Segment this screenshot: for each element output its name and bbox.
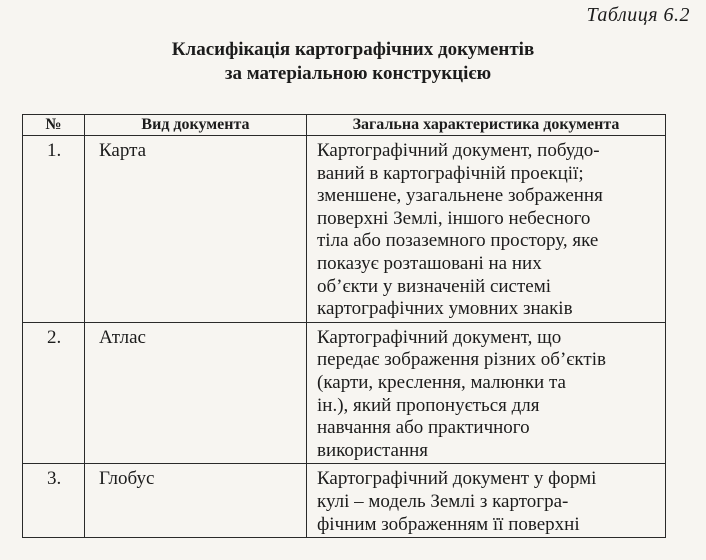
description-line: зменшене, узагальнене зображення — [317, 185, 603, 207]
description-line: картографічних умовних знаків — [317, 298, 573, 320]
document-type: Атлас — [85, 322, 307, 464]
table-title — [0, 38, 706, 86]
document-description — [307, 464, 666, 538]
table-header-row — [23, 115, 666, 136]
description-line: ін.), який пропонується для — [317, 394, 540, 416]
description-line: Картографічний документ у формі — [317, 468, 597, 490]
description-line: навчання або практичного — [317, 417, 530, 439]
table-number: Таблиця 6.2 — [586, 4, 690, 26]
description-line: тіла або позаземного простору, яке — [317, 230, 599, 252]
description-line: Картографічний документ, побудо- — [317, 140, 600, 161]
row-number: 2. — [23, 322, 85, 464]
row-number: 3. — [23, 464, 85, 538]
document-description — [307, 136, 666, 323]
document-description — [307, 322, 666, 464]
document-type: Карта — [85, 136, 307, 323]
column-header-number: № — [23, 115, 85, 136]
column-header-document-type: Вид документа — [85, 115, 307, 136]
table-row — [23, 464, 666, 538]
description-line: Картографічний документ, що — [317, 326, 562, 348]
description-line: ваний в картографічній проекції; — [317, 162, 584, 184]
column-header-description: Загальна характеристика документа — [307, 115, 666, 136]
classification-table — [22, 114, 666, 538]
description-line: (карти, креслення, малюнки та — [317, 371, 566, 393]
row-number: 1. — [23, 136, 85, 323]
description-line: поверхні Землі, іншого небесного — [317, 207, 591, 229]
table-title-line-2: за матеріальною конструкцією — [224, 63, 492, 84]
description-line: фічним зображенням її поверхні — [317, 513, 580, 535]
description-line: передає зображення різних об’єктів — [317, 349, 606, 371]
document-type: Глобус — [85, 464, 307, 538]
table-title-line-1: Класифікація картографічних документів — [171, 39, 535, 60]
description-line: кулі – модель Землі з картогра- — [317, 490, 569, 512]
description-line: об’єкти у визначеній системі — [317, 275, 552, 297]
description-line: показує розташовані на них — [317, 252, 542, 274]
table-row — [23, 136, 666, 323]
description-line: використання — [317, 439, 429, 461]
table-row — [23, 322, 666, 464]
